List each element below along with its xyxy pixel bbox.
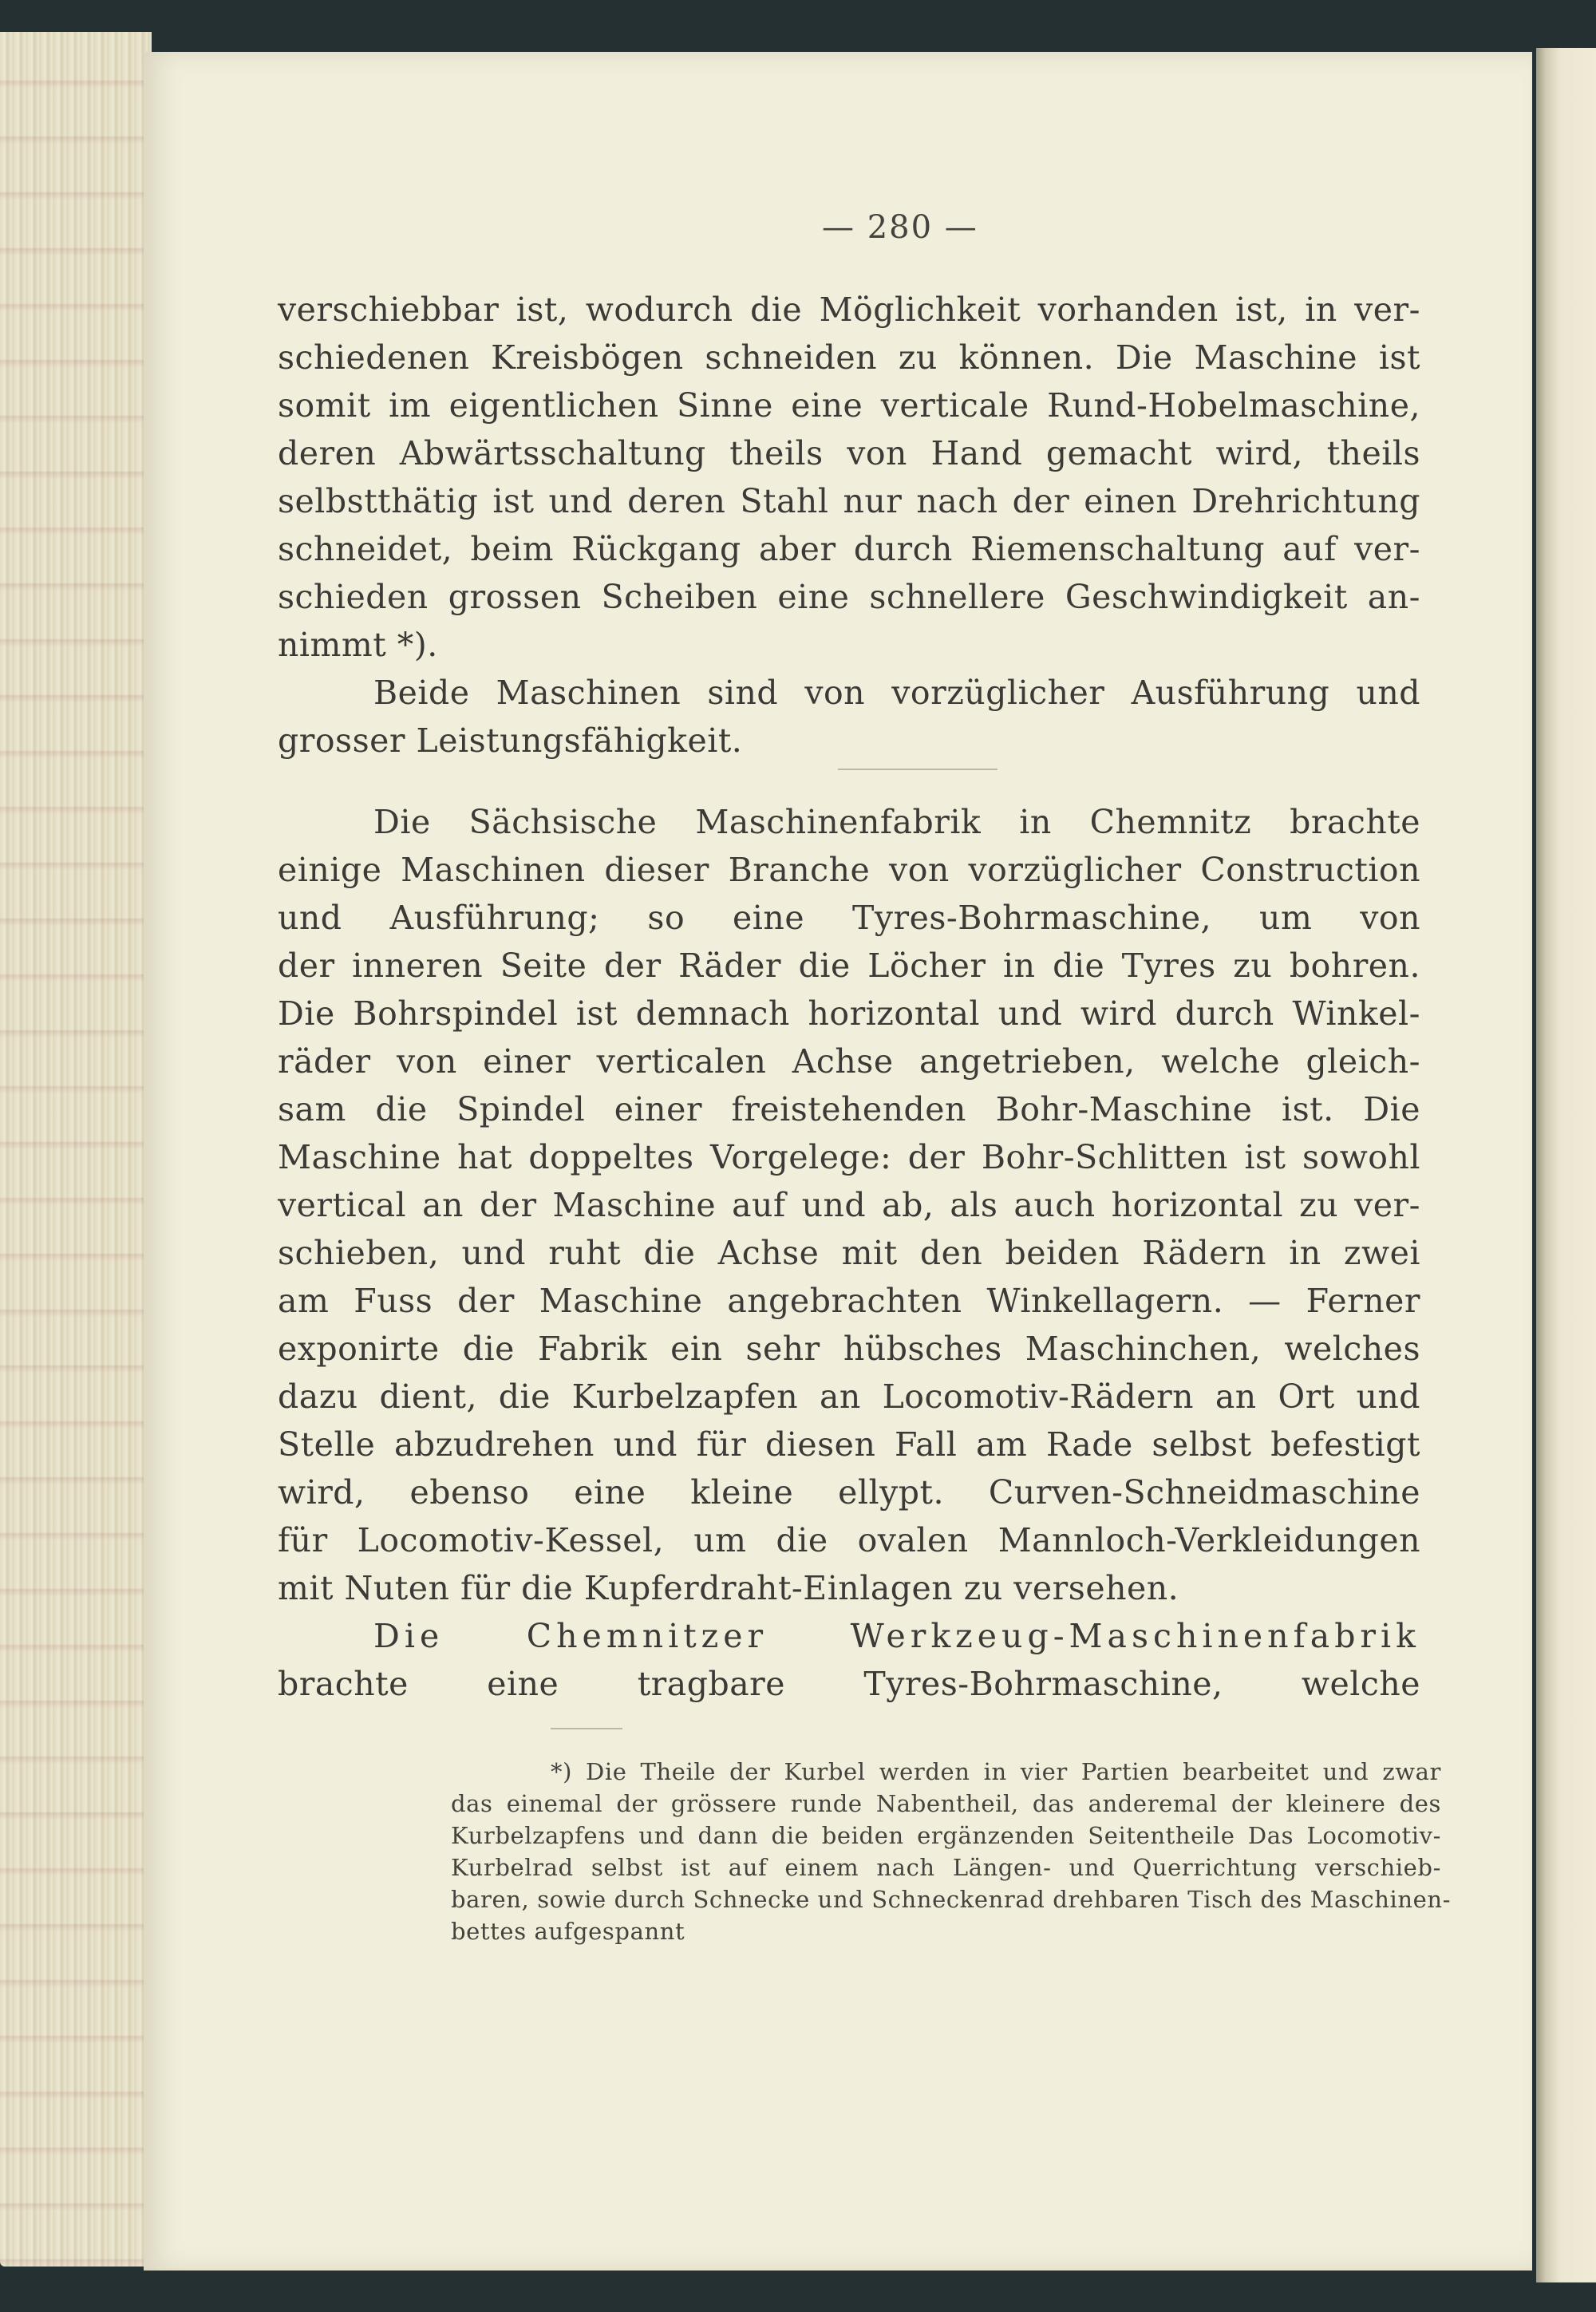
text-line: am Fuss der Maschine angebrachten Winkellagern. — Ferner (278, 1282, 1420, 1320)
text-line: brachte eine tragbare Tyres-Bohrmaschine, welche (278, 1665, 1420, 1703)
text-line: einige Maschinen dieser Branche von vorzüglicher Construction (278, 851, 1420, 889)
page-number: — 280 — (822, 209, 978, 246)
text-line: schieden grossen Scheiben eine schnellere Geschwindigkeit an- (278, 578, 1420, 616)
text-line: selbstthätig ist und deren Stahl nur nach der einen Drehrichtung (278, 482, 1420, 520)
text-line: schieben, und ruht die Achse mit den beiden Rädern in zwei (278, 1234, 1420, 1272)
text-line: Maschine hat doppeltes Vorgelege: der Bohr-Schlitten ist sowohl (278, 1138, 1420, 1176)
text-line: grosser Leistungsfähigkeit. (278, 721, 743, 760)
text-line: Die Bohrspindel ist demnach horizontal und wird durch Winkel- (278, 994, 1420, 1033)
text-line: exponirte die Fabrik ein sehr hübsches Maschinchen, welches (278, 1330, 1420, 1368)
text-line: vertical an der Maschine auf und ab, als auch horizontal zu ver- (278, 1186, 1420, 1224)
text-line: Die Chemnitzer Werkzeug-Maschinenfabrik (373, 1617, 1420, 1655)
text-line: nimmt *). (278, 626, 438, 664)
footnote-line: *) Die Theile der Kurbel werden in vier Partien bearbeitet und zwar (551, 1758, 1441, 1785)
facing-page-edge (1536, 48, 1596, 2282)
footnote-line: baren, sowie durch Schnecke und Schneckenrad drehbaren Tisch des Maschinen- (451, 1886, 1452, 1913)
text-line: schneidet, beim Rückgang aber durch Riemenschaltung auf ver- (278, 530, 1420, 568)
stacked-page-edges (0, 32, 152, 2267)
footnote-rule (551, 1728, 622, 1729)
text-line: Beide Maschinen sind von vorzüglicher Ausführung und (373, 674, 1420, 712)
text-line: räder von einer verticalen Achse angetrieben, welche gleich- (278, 1042, 1420, 1081)
footnote-line: das einemal der grössere runde Nabentheil, das anderemal der kleinere des (451, 1790, 1441, 1817)
text-line: schiedenen Kreisbögen schneiden zu können. Die Maschine ist (278, 338, 1420, 377)
text-line: deren Abwärtsschaltung theils von Hand gemacht wird, theils (278, 434, 1420, 472)
text-line: Stelle abzudrehen und für diesen Fall am Rade selbst befestigt (278, 1425, 1420, 1464)
text-line: dazu dient, die Kurbelzapfen an Locomotiv-Rädern an Ort und (278, 1377, 1420, 1416)
text-line: Die Sächsische Maschinenfabrik in Chemnitz brachte (373, 803, 1420, 841)
text-line: sam die Spindel einer freistehenden Bohr-Maschine ist. Die (278, 1090, 1420, 1128)
text-line: verschiebbar ist, wodurch die Möglichkeit vorhanden ist, in ver- (278, 290, 1420, 329)
footnote-line: bettes aufgespannt (451, 1918, 685, 1945)
text-line: und Ausführung; so eine Tyres-Bohrmaschine, um von (278, 899, 1420, 937)
footnote-line: Kurbelzapfens und dann die beiden ergänzenden Seitentheile Das Locomotiv- (451, 1822, 1441, 1849)
section-divider (838, 769, 998, 770)
text-line: somit im eigentlichen Sinne eine verticale Rund-Hobelmaschine, (278, 386, 1420, 425)
text-line: für Locomotiv-Kessel, um die ovalen Mannloch-Verkleidungen (278, 1521, 1420, 1559)
footnote-line: Kurbelrad selbst ist auf einem nach Längen- und Querrichtung verschieb- (451, 1854, 1441, 1881)
text-line: mit Nuten für die Kupferdraht-Einlagen zu versehen. (278, 1569, 1179, 1607)
text-line: wird, ebenso eine kleine ellypt. Curven-Schneidmaschine (278, 1473, 1420, 1512)
text-line: der inneren Seite der Räder die Löcher in die Tyres zu bohren. (278, 947, 1420, 985)
